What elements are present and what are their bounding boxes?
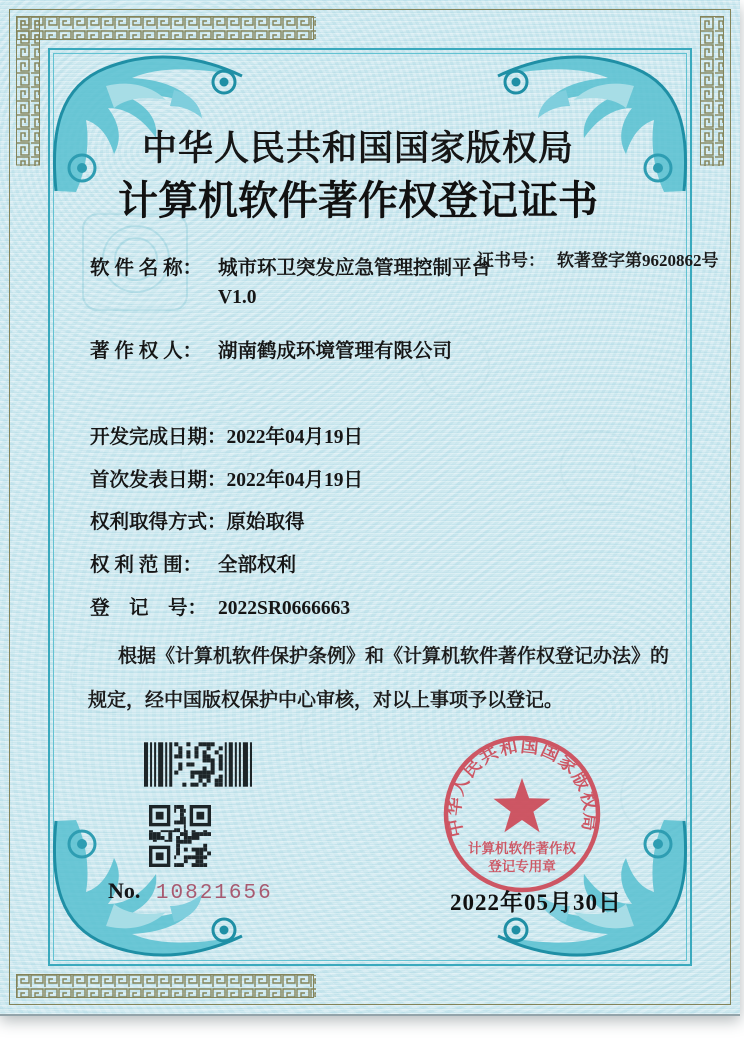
field-label: 权 利 范 围： xyxy=(90,555,203,576)
software-version: V1.0 xyxy=(218,287,257,309)
serial-label: No. xyxy=(108,878,141,903)
statement-line-1: 根据《计算机软件保护条例》和《计算机软件著作权登记办法》的 xyxy=(118,646,670,667)
watermark-circle-icon xyxy=(560,430,636,506)
seal-ring-text: 中华人民共和国国家版权局 xyxy=(443,735,601,839)
certificate-number-label: 证书号： xyxy=(477,251,545,270)
seal-text-line1: 计算机软件著作权 xyxy=(468,841,576,856)
field-label: 著 作 权 人： xyxy=(90,341,203,362)
field-acquisition-method xyxy=(90,512,305,534)
field-value: 原始取得 xyxy=(226,512,305,533)
qr-finder-top-right xyxy=(186,805,211,830)
field-label: 开发完成日期： xyxy=(90,427,227,448)
certificate-number-line xyxy=(460,226,719,291)
field-value: 城市环卫突发应急管理控制平台 V1.0 xyxy=(218,258,492,309)
certificate-title: 计算机软件著作权登记证书 xyxy=(118,178,598,223)
field-label: 首次发表日期： xyxy=(90,470,227,491)
statement-line-2: 规定，经中国版权保护中心审核，对以上事项予以登记。 xyxy=(88,690,564,711)
field-value: 2022年04月19日 xyxy=(226,427,364,448)
barcode-icon xyxy=(144,742,252,787)
greek-key-border-top xyxy=(16,16,316,40)
field-value: 2022年04月19日 xyxy=(226,470,364,491)
issue-date: 2022年05月30日 xyxy=(450,890,622,915)
field-dev-complete-date xyxy=(90,427,363,449)
field-label: 软 件 名 称： xyxy=(90,258,203,279)
field-label: 权利取得方式： xyxy=(90,512,227,533)
field-registration-number xyxy=(90,598,350,620)
authority-title: 中华人民共和国国家版权局 xyxy=(141,129,574,168)
field-value: 湖南鹤成环境管理有限公司 xyxy=(218,341,453,362)
qrcode-icon xyxy=(149,804,211,868)
qr-finder-top-left xyxy=(149,805,174,830)
serial-number: 10821656 xyxy=(155,882,273,905)
greek-key-border-bottom xyxy=(16,974,316,998)
star-icon xyxy=(494,778,551,832)
watermark-circle-icon xyxy=(620,760,694,834)
seal-text-line2: 登记专用章 xyxy=(488,859,556,874)
field-value: 2022SR0666663 xyxy=(218,598,351,619)
field-software-name xyxy=(90,258,491,310)
qr-finder-bottom-left xyxy=(149,842,174,867)
field-first-publish-date xyxy=(90,470,363,492)
field-value: 全部权利 xyxy=(218,555,297,576)
serial-number-line xyxy=(108,878,273,905)
field-label: 登 记 号： xyxy=(90,598,208,619)
field-copyright-owner xyxy=(90,341,452,363)
certificate-number-value: 软著登字第9620862号 xyxy=(557,251,719,270)
field-rights-scope xyxy=(90,555,296,577)
